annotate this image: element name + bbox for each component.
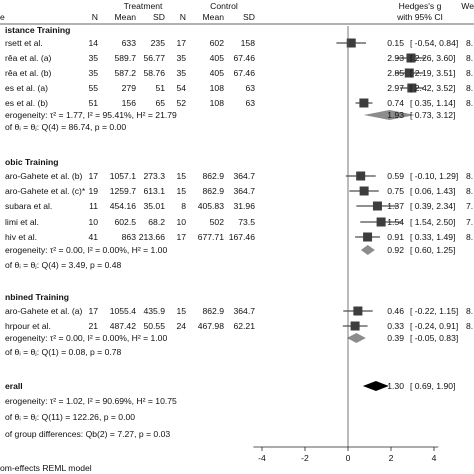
- g2-study-5-treatment-sd: 213.66: [138, 232, 165, 242]
- g1-study-5-label: es et al. (b): [5, 98, 48, 108]
- g2-study-3-control-mean: 405.83: [197, 201, 224, 211]
- g3-study-1-treatment-mean: 1055.4: [109, 306, 136, 316]
- g1-study-2-treatment-sd: 56.77: [143, 53, 165, 63]
- overall-title: erall: [5, 381, 23, 391]
- g3-study-1-control-mean: 862.9: [202, 306, 224, 316]
- g1-study-5-weight: 8.: [466, 98, 474, 108]
- g2-study-1-effect: 0.59: [387, 171, 404, 181]
- g2-study-5-control-sd: 167.46: [228, 232, 255, 242]
- g1-homogeneity-test: of θᵢ = θⱼ: Q(4) = 86.74, p = 0.00: [5, 122, 127, 132]
- g3-pooled-ci: [ -0.05, 0.83]: [410, 333, 459, 343]
- g2-study-5-treatment-mean: 863: [121, 232, 136, 242]
- overall-heterogeneity: erogeneity: τ² = 1.02, I² = 90.69%, H² = 10.75: [5, 396, 177, 406]
- g1-study-1-label: rsett et al.: [5, 38, 43, 48]
- g1-study-3-control-n: 35: [176, 68, 186, 78]
- g2-study-2-marker: [360, 187, 369, 196]
- g1-study-3-label: rêa et al. (b): [5, 68, 52, 78]
- g1-study-4-weight: 8.: [466, 83, 474, 93]
- g1-study-3-treatment-mean: 587.2: [114, 68, 136, 78]
- g1-pooled-ci: [ 0.73, 3.12]: [410, 110, 456, 120]
- x-tick-label--4: -4: [258, 453, 266, 463]
- treatment-group-header: Treatment: [123, 1, 163, 11]
- g1-study-3-control-mean: 405: [209, 68, 224, 78]
- g2-study-1-treatment-n: 17: [88, 171, 98, 181]
- g2-study-3-treatment-n: 11: [89, 201, 98, 211]
- g1-heterogeneity: erogeneity: τ² = 1.77, I² = 95.41%, H² = 21.79: [5, 110, 177, 120]
- g2-study-2-label: aro-Gahete et al. (c)*: [5, 186, 86, 196]
- g1-study-4-treatment-mean: 279: [121, 83, 136, 93]
- g2-study-1-marker: [356, 172, 365, 181]
- g3-study-1-ci: [ -0.22, 1.15]: [410, 306, 459, 316]
- g1-study-5-control-mean: 108: [209, 98, 224, 108]
- control-mean-header: Mean: [202, 12, 224, 22]
- g2-study-3-treatment-mean: 454.16: [109, 201, 136, 211]
- g1-study-1-weight: 8.: [466, 38, 474, 48]
- treatment-n-header: N: [91, 12, 98, 22]
- g3-study-1-control-n: 15: [176, 306, 186, 316]
- g1-study-1-control-n: 17: [176, 38, 186, 48]
- g1-study-3-control-sd: 67.46: [233, 68, 255, 78]
- g3-study-2-marker: [351, 322, 360, 331]
- g1-study-2-treatment-n: 35: [88, 53, 98, 63]
- g1-study-4-control-mean: 108: [209, 83, 224, 93]
- g3-homogeneity-test: of θᵢ = θⱼ: Q(1) = 0.08, p = 0.78: [5, 347, 122, 357]
- g2-study-3-treatment-sd: 35.01: [143, 201, 165, 211]
- g2-study-2-control-sd: 364.7: [233, 186, 255, 196]
- g2-study-4-control-mean: 502: [209, 217, 224, 227]
- g2-study-1-control-n: 15: [176, 171, 186, 181]
- g1-study-4-control-n: 54: [176, 83, 186, 93]
- g2-study-3-effect: 1.37: [387, 201, 404, 211]
- g1-study-4-ci: [ 2.42, 3.52]: [410, 83, 456, 93]
- g1-study-3-treatment-sd: 58.76: [143, 68, 165, 78]
- g3-study-2-label: hrpour et al.: [5, 321, 51, 331]
- g2-study-4-control-sd: 73.5: [238, 217, 255, 227]
- g2-study-3-control-sd: 31.96: [233, 201, 255, 211]
- g2-study-2-treatment-n: 19: [88, 186, 98, 196]
- g1-study-5-control-n: 52: [176, 98, 186, 108]
- g3-study-2-weight: 8.: [466, 321, 474, 331]
- g3-study-1-effect: 0.46: [387, 306, 404, 316]
- g3-study-2-treatment-n: 21: [88, 321, 98, 331]
- g2-study-2-weight: 8.: [466, 186, 474, 196]
- g2-study-2-treatment-mean: 1259.7: [109, 186, 136, 196]
- effect-header-line1: Hedges's g: [398, 1, 442, 11]
- g2-study-4-effect: 1.54: [387, 217, 404, 227]
- g1-study-2-weight: 8.: [466, 53, 474, 63]
- g2-title: obic Training: [5, 157, 59, 167]
- g2-study-1-label: aro-Gahete et al. (b): [5, 171, 83, 181]
- g2-study-5-effect: 0.91: [387, 232, 404, 242]
- subgroup-differences-test: of group differences: Qb(2) = 7.27, p = 0.03: [5, 429, 171, 439]
- g3-study-1-control-sd: 364.7: [233, 306, 255, 316]
- g2-study-5-label: hiv et al.: [5, 232, 38, 242]
- g2-study-3-label: subara et al.: [5, 201, 53, 211]
- g3-study-2-control-mean: 467.98: [197, 321, 224, 331]
- g2-study-5-control-n: 17: [176, 232, 186, 242]
- g1-study-1-ci: [ -0.54, 0.84]: [410, 38, 459, 48]
- g1-study-5-control-sd: 63: [245, 98, 255, 108]
- g1-study-4-control-sd: 63: [245, 83, 255, 93]
- effect-header-line2: with 95% CI: [397, 12, 443, 22]
- overall-effect: 1.30: [387, 381, 404, 391]
- g1-study-5-treatment-n: 51: [88, 98, 98, 108]
- g3-title: nbined Training: [5, 292, 69, 302]
- g2-study-4-treatment-n: 10: [88, 217, 98, 227]
- overall-diamond: [363, 381, 389, 391]
- g1-study-1-treatment-sd: 235: [150, 38, 165, 48]
- g2-study-1-weight: 8.: [466, 171, 474, 181]
- g2-pooled-effect: 0.92: [387, 245, 404, 255]
- g2-study-3-control-n: 8: [181, 201, 186, 211]
- g1-study-2-label: rêa et al. (a): [5, 53, 52, 63]
- g1-study-1-control-mean: 602: [209, 38, 224, 48]
- study-header-fragment: e: [0, 12, 5, 22]
- g1-study-5-effect: 0.74: [387, 98, 404, 108]
- treatment-sd-header: SD: [153, 12, 165, 22]
- g1-study-4-treatment-n: 55: [88, 83, 98, 93]
- g3-study-2-effect: 0.33: [387, 321, 404, 331]
- g2-study-1-control-mean: 862.9: [202, 171, 224, 181]
- g2-study-5-treatment-n: 41: [88, 232, 98, 242]
- g2-study-3-weight: 7.: [466, 201, 474, 211]
- g1-study-2-effect: 2.93: [387, 53, 404, 63]
- g2-study-5-ci: [ 0.33, 1.49]: [410, 232, 456, 242]
- g2-study-2-control-n: 15: [176, 186, 186, 196]
- g3-study-1-label: aro-Gahete et al. (a): [5, 306, 83, 316]
- g2-study-1-control-sd: 364.7: [233, 171, 255, 181]
- g1-study-1-control-sd: 158: [240, 38, 255, 48]
- g3-study-2-treatment-mean: 487.42: [109, 321, 136, 331]
- g1-study-5-treatment-mean: 156: [121, 98, 136, 108]
- x-tick-label-4: 4: [431, 453, 437, 463]
- g2-study-2-control-mean: 862.9: [202, 186, 224, 196]
- g2-heterogeneity: erogeneity: τ² = 0.00, I² = 0.00%, H² = 1.00: [5, 245, 168, 255]
- g2-study-1-treatment-mean: 1057.1: [109, 171, 136, 181]
- g1-study-2-control-n: 35: [176, 53, 186, 63]
- g1-study-3-weight: 8.: [466, 68, 474, 78]
- g2-study-2-effect: 0.75: [387, 186, 404, 196]
- g3-heterogeneity: erogeneity: τ² = 0.00, I² = 0.00%, H² = 1.00: [5, 333, 168, 343]
- overall-ci: [ 0.69, 1.90]: [410, 381, 456, 391]
- g3-study-2-control-sd: 62.21: [233, 321, 255, 331]
- g1-study-4-treatment-sd: 51: [155, 83, 165, 93]
- g2-study-4-ci: [ 1.54, 2.50]: [410, 217, 456, 227]
- g3-study-1-weight: 8.: [466, 306, 474, 316]
- g2-study-5-marker: [363, 233, 372, 242]
- g1-study-1-effect: 0.15: [387, 38, 404, 48]
- g1-study-2-treatment-mean: 589.7: [114, 53, 136, 63]
- g2-study-4-weight: 7.: [466, 217, 474, 227]
- g1-study-1-treatment-mean: 633: [121, 38, 136, 48]
- g3-study-1-treatment-sd: 435.9: [143, 306, 165, 316]
- g3-pooled-diamond: [347, 333, 366, 343]
- g1-study-4-label: es et al. (a): [5, 83, 48, 93]
- treatment-mean-header: Mean: [114, 12, 136, 22]
- g2-study-2-ci: [ 0.06, 1.43]: [410, 186, 456, 196]
- g1-study-2-control-sd: 67.46: [233, 53, 255, 63]
- x-tick-label-2: 2: [388, 453, 394, 463]
- g1-study-2-control-mean: 405: [209, 53, 224, 63]
- g1-study-3-ci: [ 2.19, 3.51]: [410, 68, 456, 78]
- g2-study-2-treatment-sd: 613.1: [143, 186, 165, 196]
- g1-pooled-effect: 1.93: [387, 110, 404, 120]
- g1-study-2-ci: [ 2.26, 3.60]: [410, 53, 456, 63]
- g1-study-4-effect: 2.97: [387, 83, 404, 93]
- control-sd-header: SD: [243, 12, 255, 22]
- g2-study-5-weight: 8.: [466, 232, 474, 242]
- g3-pooled-effect: 0.39: [387, 333, 404, 343]
- g1-study-3-treatment-n: 35: [88, 68, 98, 78]
- g2-study-3-marker: [373, 202, 382, 211]
- g2-study-4-control-n: 10: [176, 217, 186, 227]
- g2-study-5-control-mean: 677.71: [197, 232, 224, 242]
- g2-study-4-label: limi et al.: [5, 217, 39, 227]
- g1-study-5-ci: [ 0.35, 1.14]: [410, 98, 456, 108]
- g3-study-2-treatment-sd: 50.55: [143, 321, 165, 331]
- g3-study-2-ci: [ -0.24, 0.91]: [410, 321, 459, 331]
- g2-pooled-ci: [ 0.60, 1.25]: [410, 245, 456, 255]
- g1-study-5-treatment-sd: 65: [155, 98, 165, 108]
- g2-study-3-ci: [ 0.39, 2.34]: [410, 201, 456, 211]
- g3-study-1-treatment-n: 17: [88, 306, 98, 316]
- g2-study-1-treatment-sd: 273.3: [143, 171, 165, 181]
- g1-study-1-treatment-n: 14: [88, 38, 98, 48]
- x-tick-label-0: 0: [345, 453, 351, 463]
- g1-study-3-effect: 2.85: [387, 68, 404, 78]
- x-tick-label--2: -2: [301, 453, 309, 463]
- g2-study-1-ci: [ -0.10, 1.29]: [410, 171, 459, 181]
- overall-homogeneity-test: of θᵢ = θⱼ: Q(11) = 122.26, p = 0.00: [5, 412, 136, 422]
- g2-pooled-diamond: [361, 245, 375, 255]
- model-footnote: om-effects REML model: [0, 463, 92, 473]
- control-group-header: Control: [210, 1, 238, 11]
- g3-study-2-control-n: 24: [176, 321, 186, 331]
- g1-study-5-marker: [359, 99, 368, 108]
- g2-homogeneity-test: of θᵢ = θⱼ: Q(4) = 3.49, p = 0.48: [5, 260, 122, 270]
- weight-header: We: [461, 1, 474, 11]
- g2-study-4-treatment-mean: 602.5: [114, 217, 136, 227]
- g3-study-1-marker: [353, 307, 362, 316]
- g2-study-4-treatment-sd: 68.2: [148, 217, 165, 227]
- g1-title: istance Training: [5, 25, 71, 35]
- g2-study-4-marker: [377, 218, 386, 227]
- control-n-header: N: [179, 12, 186, 22]
